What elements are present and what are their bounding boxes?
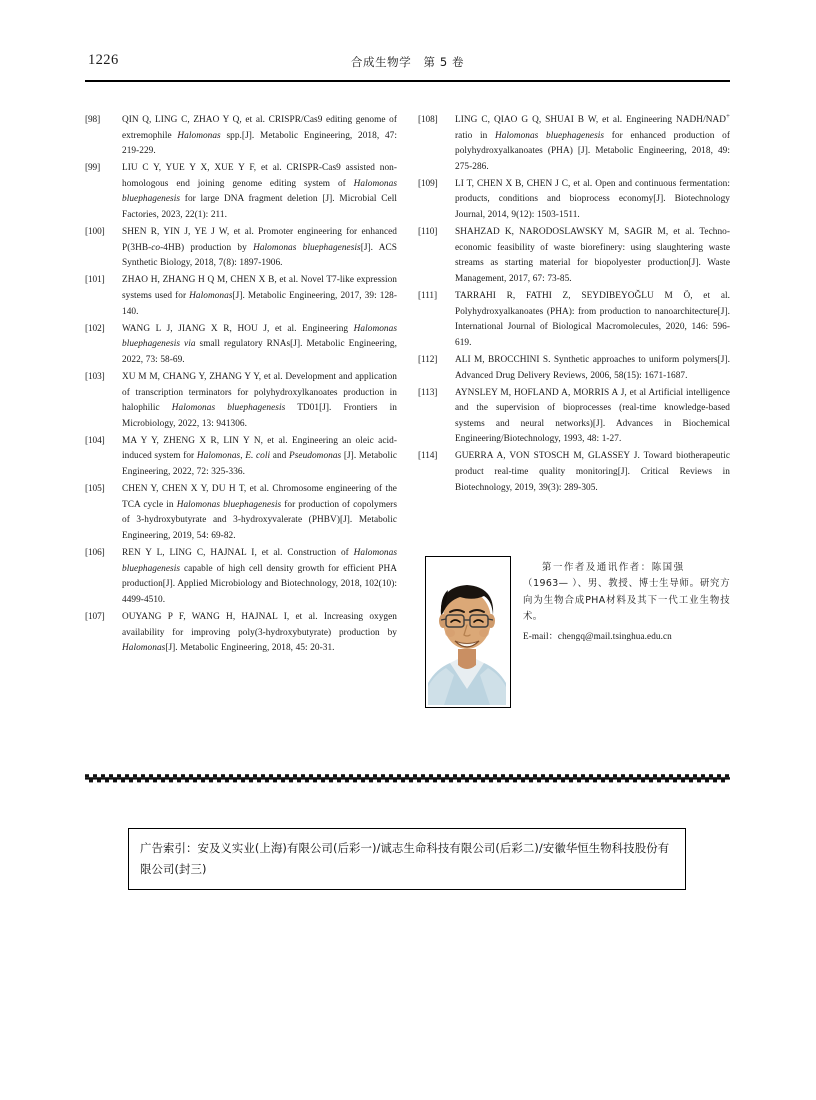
reference-entry [85,322,397,369]
reference-entry [418,386,730,448]
reference-entry [85,161,397,223]
advertisement-index-box [128,828,686,890]
email-label: E-mail： [523,630,558,641]
reference-number: [104] [85,435,105,446]
reference-number: [114] [418,451,438,462]
reference-entry [85,225,397,272]
reference-entry [85,273,397,320]
reference-number: [113] [418,387,438,398]
reference-text: REN Y L, LING C, HAJNAL I, et al. Construction of Halomonas bluephagenesis capable of high cell density growth for efficient PHA production[J]. Applied Microbiology and Biotechnology, 2018, 102(10): 4499-4510. [122,548,397,605]
reference-text: TARRAHI R, FATHI Z, SEYDIBEYOĞLU M Ö, et al. Polyhydroxyalkanoates (PHA): from production to nanoarchitecture[J]. International Journal of Biological Macromolecules, 2020, 146: 596-619. [455,291,730,348]
author-bio-intro: 第一作者及通讯作者：陈国强 [542,562,685,573]
reference-number: [106] [85,548,105,559]
reference-text: WANG L J, JIANG X R, HOU J, et al. Engineering Halomonas bluephagenesis via small regulatory RNAs[J]. Metabolic Engineering, 2022, 73: 58-69. [122,323,397,365]
reference-entry [85,370,397,432]
reference-entry [85,113,397,160]
reference-entry [85,482,397,544]
reference-column-left [85,113,397,658]
reference-text: LING C, QIAO G Q, SHUAI B W, et al. Engineering NADH/NAD+ ratio in Halomonas bluephagenesis for enhanced production of polyhydroxyalkanoates (PHA) [J]. Metabolic Engineering, 2018, 49: 275-286. [455,111,730,172]
author-bio-text [523,560,730,644]
email-address[interactable]: chengq@mail.tsinghua.edu.cn [557,630,672,641]
reference-text: AYNSLEY M, HOFLAND A, MORRIS A J, et al Artificial intelligence and the supervision of bioprocesses (real-time knowledge-based systems and neural networks)[J]. Advances in Biochemical Engineering/Biotechnology, 1993, 48: 1-27. [455,387,730,445]
running-head [85,52,730,74]
reference-entry [418,225,730,287]
reference-number: [109] [418,178,438,189]
reference-entry [418,113,730,175]
reference-entry [418,289,730,351]
reference-text: LI T, CHEN X B, CHEN J C, et al. Open and continuous fermentation: products, conditions and bioprocess economy[J]. Biotechnology Journal, 2014, 9(12): 1503-1511. [455,178,730,221]
page-number: 1226 [88,52,119,68]
reference-number: [101] [85,275,105,286]
author-portrait-photo [425,556,511,708]
reference-text: OUYANG P F, WANG H, HAJNAL I, et al. Increasing oxygen availability for improving poly(3-hydroxybutyrate) production by Halomonas[J]. Metabolic Engineering, 2018, 45: 20-31. [122,611,397,654]
advertisement-index-text: 广告索引：安及义实业(上海)有限公司(后彩一)/诚志生命科技有限公司(后彩二)/安徽华恒生物科技股份有限公司(封三) [140,841,670,876]
reference-number: [108] [418,115,438,125]
reference-entry [418,353,730,384]
reference-entry [418,177,730,224]
author-bio-body: （1963— ）、男、教授、博士生导师。研究方向为生物合成PHA材料及其下一代工业生物技术。 [523,578,730,623]
reference-number: [105] [85,484,105,495]
reference-text: CHEN Y, CHEN X Y, DU H T, et al. Chromosome engineering of the TCA cycle in Halomonas bluephagenesis for production of copolymers of 3-hydroxybutyrate and 3-hydroxyvalerate (PHBV)[J]. Metabolic Engineering, 2019, 54: 69-82. [122,484,397,541]
reference-entry [85,546,397,608]
reference-text: QIN Q, LING C, ZHAO Y Q, et al. CRISPR/Cas9 editing genome of extremophile Halomonas spp.[J]. Metabolic Engineering, 2018, 47: 219-229. [122,115,397,157]
reference-number: [100] [85,227,105,238]
reference-number: [110] [418,227,438,238]
reference-entry [85,610,397,657]
header-rule [85,80,730,82]
reference-number: [98] [85,115,101,125]
reference-column-right [418,113,730,498]
reference-text: MA Y Y, ZHENG X R, LIN Y N, et al. Engineering an oleic acid-induced system for Halomonas, E. coli and Pseudomonas [J]. Metabolic Engineering, 2022, 72: 325-336. [122,435,397,478]
reference-text: GUERRA A, VON STOSCH M, GLASSEY J. Toward biotherapeutic product real-time quality monitoring[J]. Critical Reviews in Biotechnology, 2019, 39(3): 289-305. [455,451,730,493]
reference-text: SHEN R, YIN J, YE J W, et al. Promoter engineering for enhanced P(3HB-co-4HB) production by Halomonas bluephagenesis[J]. ACS Synthetic Biology, 2018, 7(8): 1897-1906. [122,227,398,269]
author-email-line [523,628,730,644]
journal-title: 合成生物学 第 5 卷 [350,55,465,69]
reference-entry [418,449,730,496]
reference-text: ALI M, BROCCHINI S. Synthetic approaches to uniform polymers[J]. Advanced Drug Delivery Reviews, 2006, 58(15): 1671-1687. [455,354,730,381]
reference-text: ZHAO H, ZHANG H Q M, CHEN X B, et al. Novel T7-like expression systems used for Halomonas[J]. Metabolic Engineering, 2017, 39: 128-140. [122,275,397,317]
reference-text: LIU C Y, YUE Y X, XUE Y F, et al. CRISPR-Cas9 assisted non-homologous end joining genome editing system of Halomonas bluephagenesis for large DNA fragment deletion [J]. Microbial Cell Factories, 2023, 22(1): 211. [122,163,397,221]
reference-number: [107] [85,611,105,622]
reference-entry [85,434,397,481]
reference-number: [112] [418,354,438,365]
reference-text: SHAHZAD K, NARODOSLAWSKY M, SAGIR M, et al. Techno-economic feasibility of waste biorefinery: using slaughtering waste streams as starting material for biopolyester production[J]. Waste Management, 2017, 67: 73-85. [455,227,730,284]
reference-text: XU M M, CHANG Y, ZHANG Y Y, et al. Development and application of transcription terminators for polyhydroxylkanoates production in halophilic Halomonas bluephagenesis TD01[J]. Frontiers in Microbiology, 2022, 13: 941306. [122,372,397,429]
reference-number: [99] [85,163,101,174]
reference-number: [103] [85,372,105,382]
zigzag-divider [85,770,730,780]
reference-number: [111] [418,291,437,302]
reference-number: [102] [85,323,105,334]
